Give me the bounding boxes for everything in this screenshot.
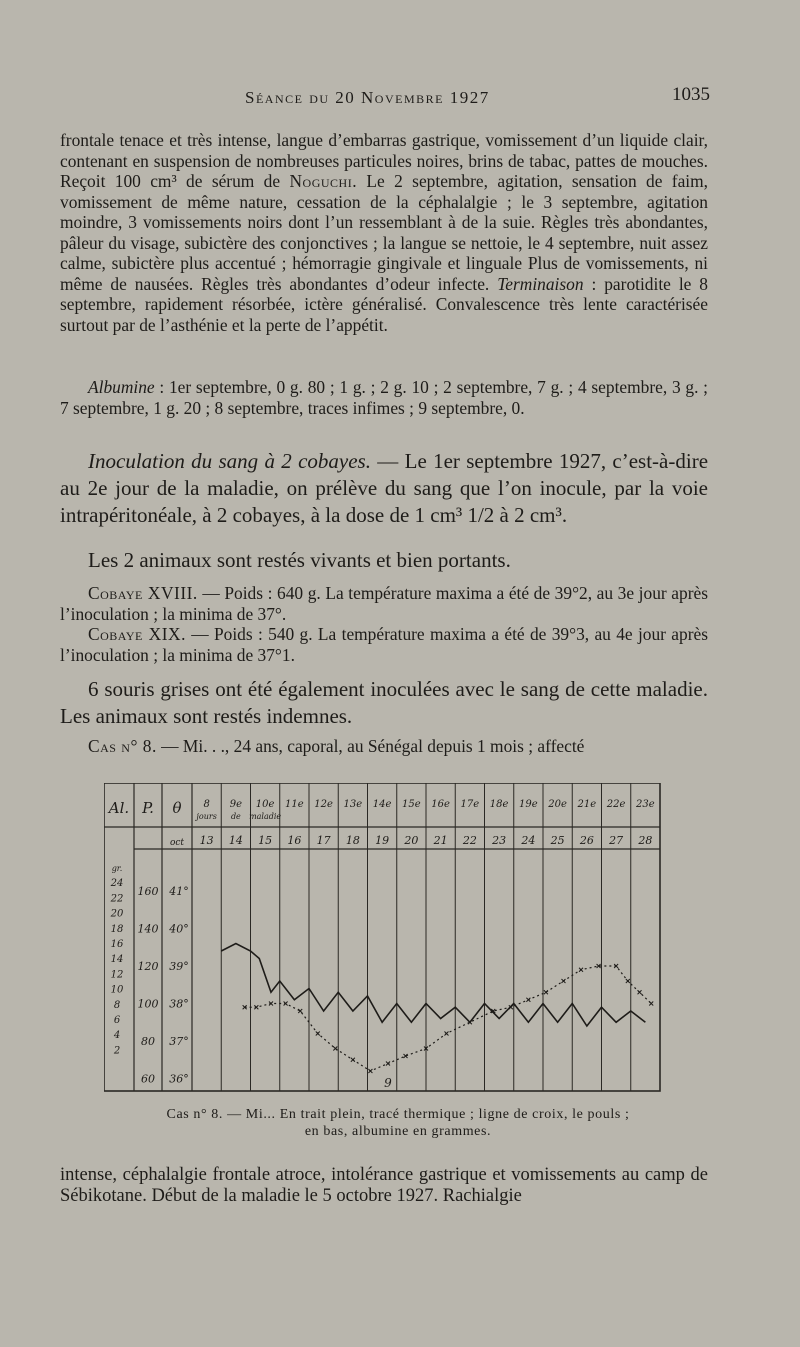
date-label: 28 [638,834,653,847]
pouls-tick-label: 60 [141,1072,155,1086]
text-run: : parotidite le 8 septembre, rapidement résorbée, ictère généralisé. Convalescence très lente caractérisée surtout par de l’asthénie et la perte de l’appétit. [60,273,708,335]
text-run: frontale tenace et très intense, langue d’embarras gastrique, vomissement d’un liquide clair, contenant en suspension de nombreuses particules noires, brins de tabac, pattes de mouches. Reçoit 100 cm³ de sérum de [60,130,708,191]
date-label: 25 [550,834,565,847]
day-label: 9e [229,799,243,810]
albumine-tick-label: 4 [113,1030,121,1042]
temp-tick-label: 39° [169,960,189,973]
italic-term: Terminaison [497,273,584,294]
date-label: 13 [199,834,214,847]
albumine-tick-label: gr. [111,864,123,873]
pulse-point [649,1002,653,1006]
date-label: 26 [579,834,594,847]
case-8-paragraph [60,736,708,757]
day-label: 21e [577,799,597,810]
caption-line: en bas, albumine en grammes. [304,1124,492,1139]
day-label-note: jours [196,812,217,821]
text-run: intense, céphalalgie frontale atroce, intolérance gastrique et vomissements au camp de Sébikotane. Début de la maladie le 5 octobre 1927. Rachialgie [60,1165,708,1206]
pulse-point [626,979,630,983]
pulse-point [368,1069,372,1073]
albumine-tick-label: 6 [113,1015,121,1026]
italic-term: Albumine [88,377,155,397]
albumine-tick-label: 18 [110,923,124,935]
albumine-header: Al. [108,799,130,817]
date-label: 15 [258,834,273,847]
section-title: Inoculation du sang à 2 cobayes. [88,449,371,473]
pulse-point [316,1032,320,1036]
cobaye-paragraph [60,583,708,665]
date-label: 18 [345,834,360,847]
inoculation-paragraph [60,448,708,529]
page-header [60,84,710,110]
pulse-line [245,966,652,1071]
temp-tick-label: 36° [169,1072,189,1086]
day-label: 22e [606,799,626,810]
cobaye-label: Cobaye XVIII. [88,583,198,603]
date-label: 21 [433,834,448,847]
albumine-tick-label: 20 [110,908,124,920]
day-label: 23e [636,799,655,810]
temperature-chart [104,783,664,1101]
pouls-tick-label: 120 [137,960,159,973]
text-run: Le 2 septembre, agitation, sensation de faim, vomissement de même nature, cessation de la céphalalgie ; le 3 septembre, agitation moindre, 3 vomissements noirs dont l’un ressemblant à de la suie. Règles très abondantes, pâleur du visage, subictère des conjonctives ; la langue se nettoie, le 4 septembre, nuit assez calme, subictère plus accentué ; hémorragie gingivale et linguale Plus de vomissements, ni même de nausées. Règles très abondantes d’odeur infecte. [60,171,708,294]
day-label: 15e [402,799,421,810]
text-run: : 1er septembre, 0 g. 80 ; 1 g. ; 2 g. 10 ; 2 septembre, 7 g. ; 4 septembre, 3 g. ; 7 septembre, 1 g. 20 ; 8 septembre, traces infimes ; 9 septembre, 0. [60,377,708,418]
date-label: 14 [228,834,243,847]
day-label: 10e [255,799,275,810]
chart-annotation: 9 [384,1076,392,1090]
albumine-tick-label: 8 [113,999,121,1011]
caption-line: Cas n° 8. — Mi... En trait plein, tracé thermique ; ligne de croix, le pouls ; [166,1107,630,1122]
day-label: 19e [519,799,538,810]
date-label: 17 [316,834,331,847]
day-label-note: maladie [249,812,282,821]
text-run: — Poids : 540 g. La température maxima a été de 39°3, au 4e jour après l’inoculation ; la minima de 37°1. [60,624,708,665]
day-label: 20e [548,799,567,810]
date-label: 16 [287,834,302,847]
chart-svg [104,783,664,1101]
page-number: 1035 [672,84,710,105]
pulse-point [579,968,583,972]
case-label: Cas n° 8. [88,736,157,756]
day-label: 8 [203,799,210,810]
continuation-paragraph [60,1165,708,1207]
albumine-paragraph [60,377,708,418]
case-history-paragraph [60,130,708,335]
day-label: 14e [372,799,392,810]
cobaye-label: Cobaye XIX. [88,624,186,644]
day-label-note: de [230,812,241,821]
date-label: 24 [521,834,536,847]
pulse-point [468,1020,472,1024]
text-run: — Mi. . ., 24 ans, caporal, au Sénégal depuis 1 mois ; affecté [156,736,585,756]
date-label: 22 [462,834,477,847]
temperature-header: θ [172,799,182,817]
day-label: 16e [431,799,450,810]
albumine-tick-label: 10 [110,984,124,996]
month-label: oct [169,838,185,848]
day-label: 18e [489,799,509,810]
text-run: — Le 1er septembre 1927, c’est-à-dire au 2e jour de la maladie, on prélève du sang que l’on inocule, par la voie intrapéritonéale, à 2 cobayes, à la dose de 1 cm³ 1/2 à 2 cm³. [60,449,709,527]
pulse-point [544,990,548,994]
author-name: Noguchi. [289,171,358,191]
temp-tick-label: 41° [169,885,189,898]
date-label: 23 [492,834,507,847]
souris-paragraph [60,676,708,730]
pulse-point [333,1047,337,1051]
text-run: Les 2 animaux sont restés vivants et bien portants. [88,548,511,572]
temp-tick-label: 38° [169,997,189,1011]
text-run: — Poids : 640 g. La température maxima a été de 39°2, au 3e jour après l’inoculation ; la minima de 37°. [60,583,708,624]
albumine-tick-label: 14 [110,954,124,966]
day-label: 12e [314,799,333,810]
pouls-header: P. [142,799,154,817]
pouls-tick-label: 100 [137,997,159,1011]
temperature-line [221,944,645,1027]
result-paragraph [60,547,708,574]
day-label: 11e [285,799,304,810]
pulse-point [444,1032,448,1036]
pouls-tick-label: 160 [137,885,159,898]
temp-tick-label: 40° [169,922,189,936]
pouls-tick-label: 140 [137,922,159,936]
date-label: 19 [375,834,390,847]
albumine-tick-label: 24 [110,878,124,890]
date-label: 27 [609,834,624,847]
pulse-point [298,1009,302,1013]
albumine-tick-label: 16 [110,939,124,950]
pouls-tick-label: 80 [141,1035,155,1048]
temp-tick-label: 37° [169,1035,189,1048]
pulse-point [638,990,642,994]
text-run: 6 souris grises ont été également inoculées avec le sang de cette maladie. Les animaux sont restés indemnes. [60,677,708,728]
figure-caption [88,1106,708,1140]
day-label: 13e [343,799,363,810]
albumine-tick-label: 22 [110,893,124,905]
albumine-tick-label: 2 [113,1045,121,1057]
pulse-point [561,979,565,983]
day-label: 17e [460,799,480,810]
pulse-point [351,1058,355,1062]
date-label: 20 [404,834,419,847]
albumine-tick-label: 12 [110,969,124,981]
running-head: Séance du 20 Novembre 1927 [245,88,490,107]
